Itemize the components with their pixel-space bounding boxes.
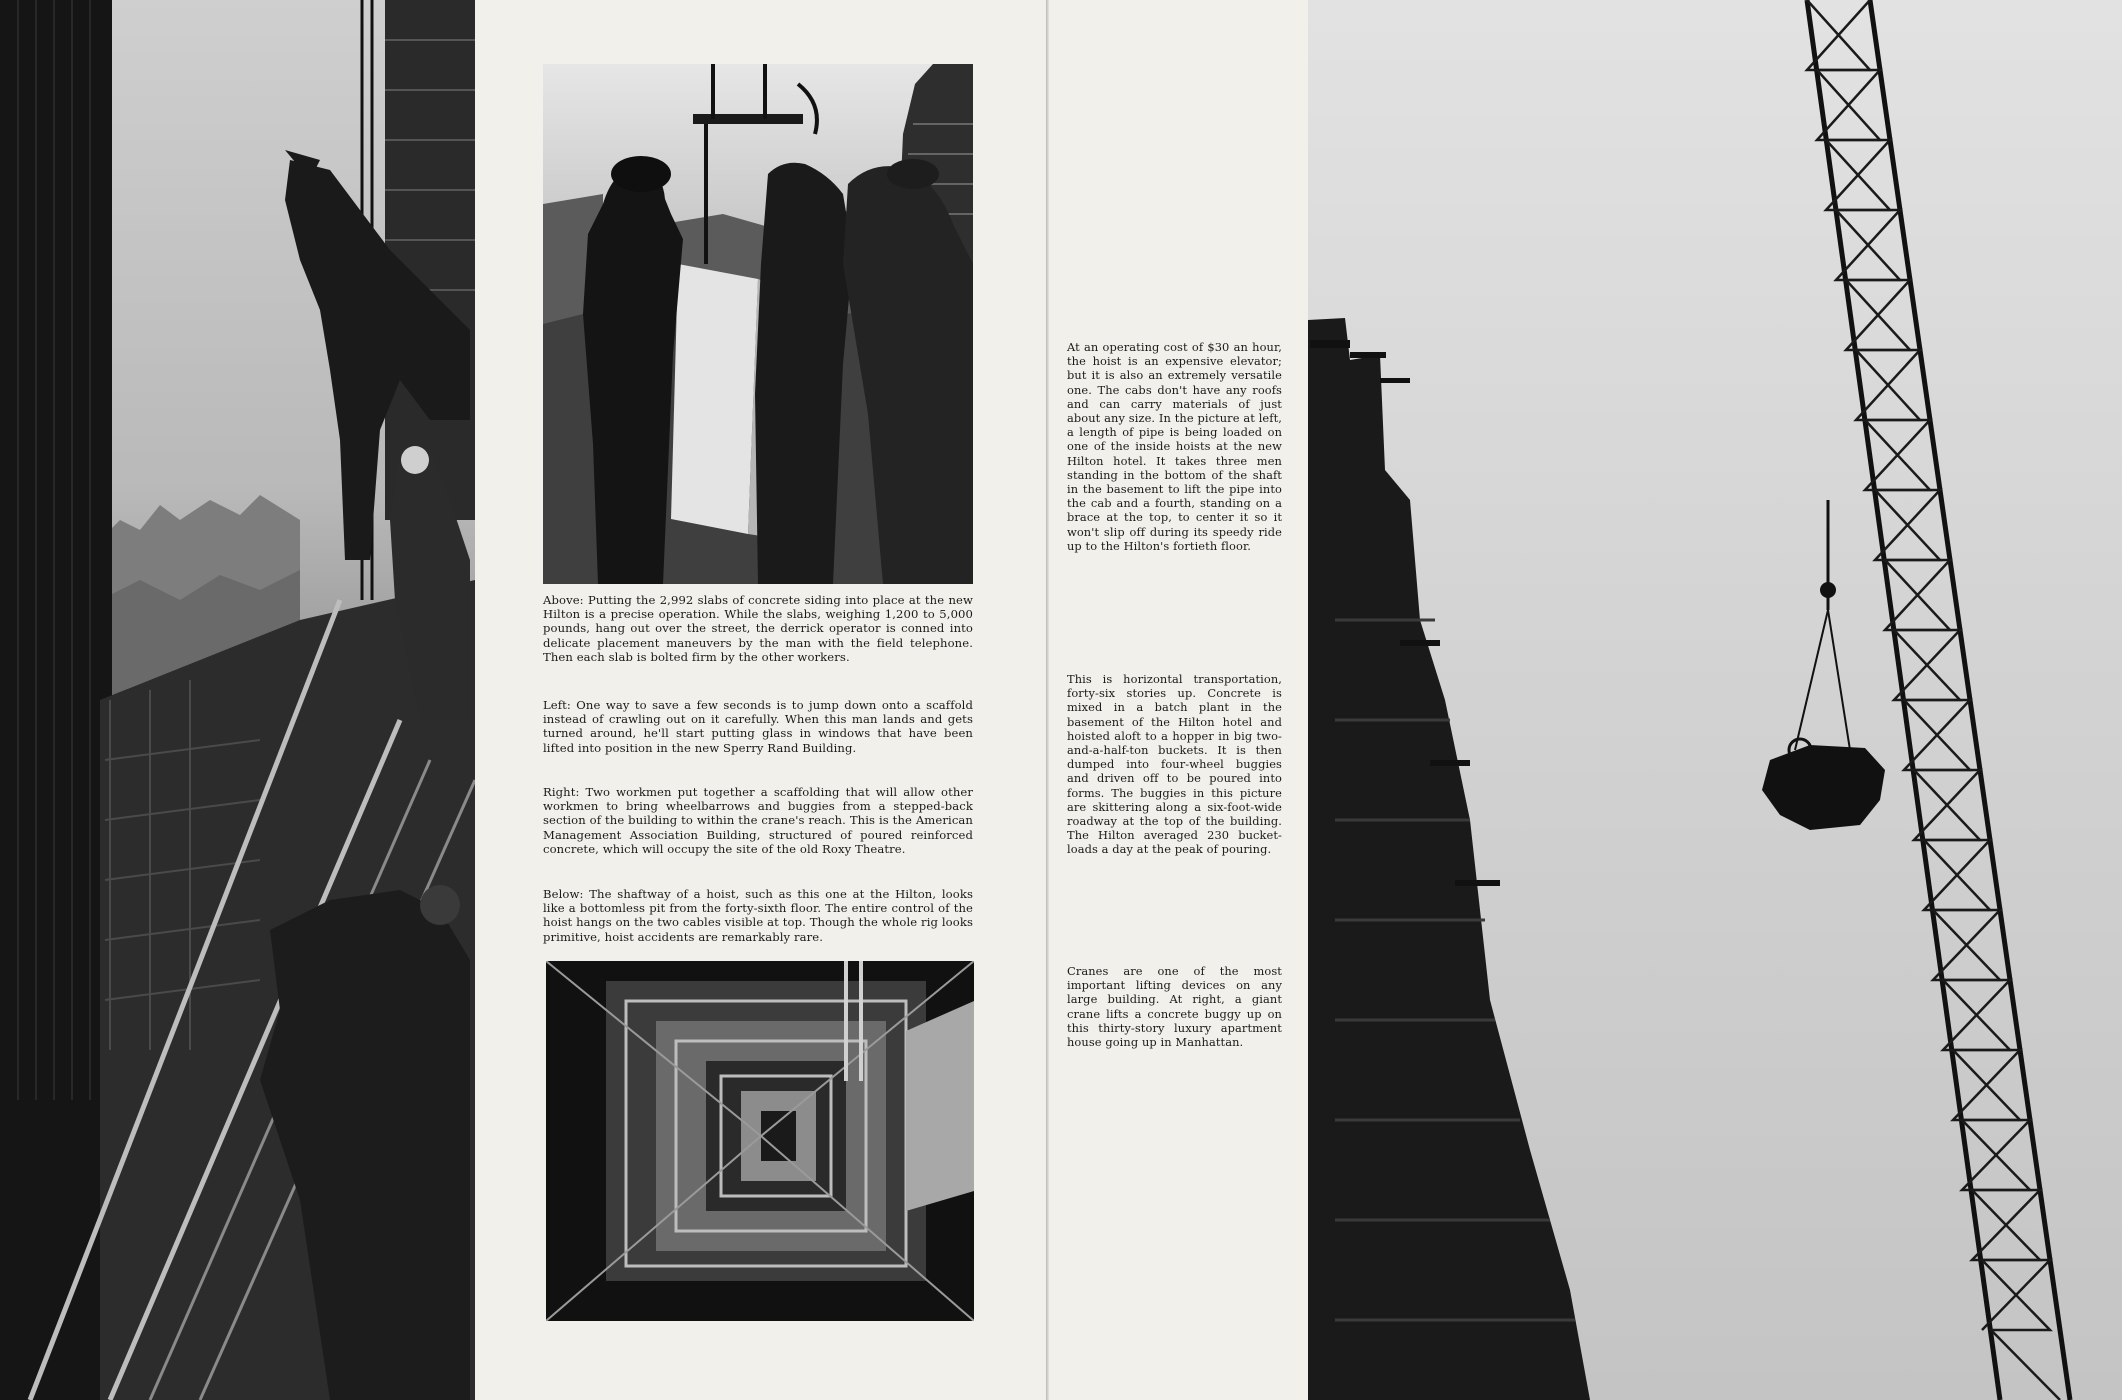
caption-left: Left: One way to save a few seconds is to jump down onto a scaffold instead of crawling out on it carefully. When this man lands and gets turned around, he'll start putting glass in windows that have been lifted into position in the new Sperry Rand Building. xyxy=(543,698,973,755)
left-page xyxy=(0,0,1048,1400)
caption-hoist-cost: At an operating cost of $30 an hour, the hoist is an expensive elevator; but it is also an extremely versatile one. The cabs don't have any roofs and can carry materials of just about any size. In the picture at left, a length of pipe is being loaded on one of the inside hoists at the new Hilton hotel. It takes three men standing in the bottom of the shaft in the basement to lift the pipe into the cab and a fourth, standing on a brace at the top, to center it so it won't slip off during its speedy ride up to the Hilton's fortieth floor. xyxy=(1067,340,1282,553)
caption-right: Right: Two workmen put together a scaffolding that will allow other workmen to bring wheelbarrows and buggies from a stepped-back section of the building to within the crane's reach. This is the American Management Association Building, structured of poured reinforced concrete, which will occupy the site of the old Roxy Theatre. xyxy=(543,785,973,856)
right-page xyxy=(1050,0,2122,1400)
caption-above: Above: Putting the 2,992 slabs of concrete siding into place at the new Hilton is a precise operation. While the slabs, weighing 1,200 to 5,000 pounds, hang out over the street, the derrick operator is conned into delicate placement maneuvers by the man with the field telephone. Then each slab is bolted firm by the other workers. xyxy=(543,593,973,664)
concrete-slab-photo xyxy=(543,64,973,584)
caption-horizontal-transport: This is horizontal transportation, forty-six stories up. Concrete is mixed in a batch plant in the basement of the Hilton hotel and hoisted aloft to a hopper in big two-and-a-half-ton buckets. It is then dumped into four-wheel buggies and driven off to be poured into forms. The buggies in this picture are skittering along a six-foot-wide roadway at the top of the building. The Hilton averaged 230 bucket-loads a day at the peak of pouring. xyxy=(1067,672,1282,857)
scaffold-worker-photo xyxy=(0,0,475,1400)
hoist-shaft-photo xyxy=(546,961,974,1321)
caption-below: Below: The shaftway of a hoist, such as this one at the Hilton, looks like a bottomless pit from the forty-sixth floor. The entire control of the hoist hangs on the two cables visible at top. Though the whole rig looks primitive, hoist accidents are remarkably rare. xyxy=(543,887,973,944)
caption-cranes: Cranes are one of the most important lifting devices on any large building. At right, a giant crane lifts a concrete buggy up on this thirty-story luxury apartment house going up in Manhattan. xyxy=(1067,964,1282,1050)
